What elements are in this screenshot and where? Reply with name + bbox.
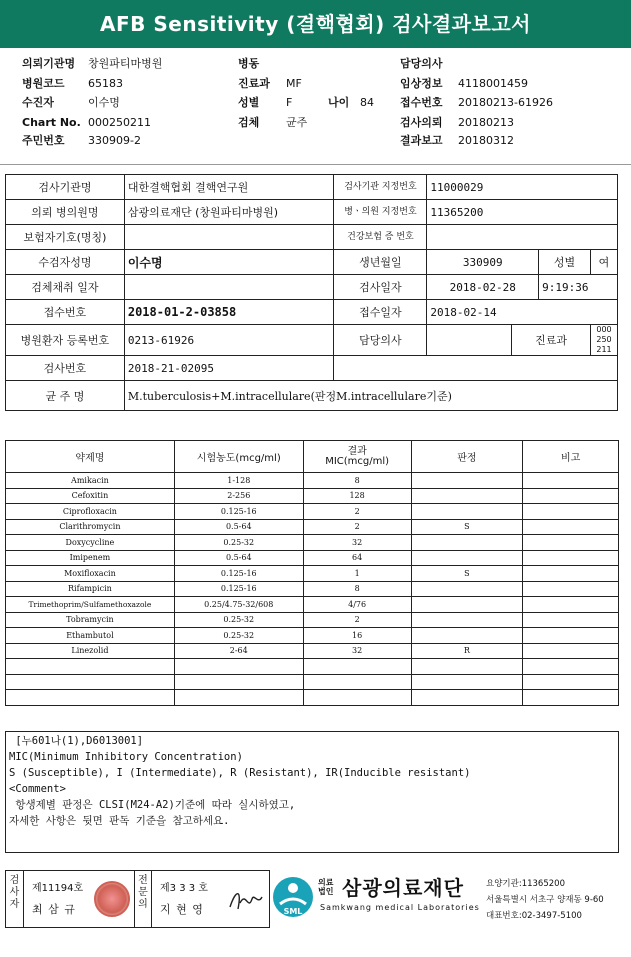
- table-row: Doxycycline 0.25-32 32: [6, 535, 619, 551]
- specialist-label: 전문의: [134, 871, 152, 927]
- collection-date-value: [124, 275, 334, 300]
- signature-icon: [226, 885, 264, 915]
- comment-line: 항생제별 판정은 CLSI(M24-A2)기준에 따라 실시하였고,: [9, 799, 296, 811]
- examiner-license: 제11194호: [32, 883, 84, 894]
- header-request-date: 검사의뢰 20180213: [400, 116, 514, 129]
- comment-line: <Comment>: [9, 783, 66, 795]
- drug-table: [5, 440, 619, 706]
- receipt-no-value: 2018-01-2-03858: [124, 300, 334, 325]
- test-date-label: 검사일자: [334, 275, 427, 300]
- org-phone: 대표번호:02-3497-5100: [486, 911, 582, 921]
- dept-label: 진료과: [512, 325, 591, 356]
- comment-line: S (Susceptible), I (Intermediate), R (Resistant), IR(Inducible resistant): [9, 767, 471, 779]
- table-row: Linezolid 2-64 32 R: [6, 643, 619, 659]
- report-title: AFB Sensitivity (결핵협회) 검사결과보고서: [0, 0, 631, 48]
- comment-line: 자세한 사항은 뒷면 판독 기준을 참고하세요.: [9, 815, 230, 827]
- col-judgement: 판정: [411, 441, 523, 473]
- specialist-name: 지 현 영: [160, 903, 204, 916]
- header-ward: 병동: [238, 57, 260, 70]
- patient-name-value: 이수명: [124, 250, 334, 275]
- insurance-no-value: [427, 225, 618, 250]
- header-report-date: 결과보고 20180312: [400, 134, 514, 147]
- insurance-no-label: 건강보험 증 번호: [334, 225, 427, 250]
- clinic-name-label: 의뢰 병의원명: [6, 200, 125, 225]
- test-no-blank: [334, 356, 618, 381]
- svg-text:SML: SML: [283, 907, 303, 916]
- examiner-label: 검사자: [6, 871, 24, 927]
- insurer-value: [124, 225, 334, 250]
- comment-line: [누601나(1),D6013001]: [9, 735, 144, 747]
- header-receipt-no: 접수번호 20180213-61926: [400, 96, 553, 109]
- header-hospital-code: 병원코드 65183: [22, 77, 123, 90]
- org-name-en: Samkwang medical Laboratories: [320, 903, 480, 912]
- signature-box: [5, 870, 270, 928]
- header-specimen: 검체 균주: [238, 116, 308, 129]
- test-date-value: 2018-02-28: [427, 275, 539, 300]
- lab-name-value: 대한결핵협회 결핵연구원: [124, 175, 334, 200]
- org-institution-no: 요양기관:11365200: [486, 879, 565, 889]
- table-row-empty: [6, 659, 619, 675]
- receipt-date-value: 2018-02-14: [427, 300, 618, 325]
- col-test-conc: 시험농도(mcg/ml): [174, 441, 303, 473]
- clinic-id-value: 11365200: [427, 200, 618, 225]
- sml-logo-icon: [272, 876, 314, 918]
- clinic-name-value: 삼광의료재단 (창원파티마병원): [124, 200, 334, 225]
- header-department: 진료과 MF: [238, 77, 302, 90]
- comment-line: MIC(Minimum Inhibitory Concentration): [9, 751, 243, 763]
- sex-value: 여: [591, 250, 618, 275]
- table-row: Moxifloxacin 0.125-16 1 S: [6, 566, 619, 582]
- table-row: Ethambutol 0.25-32 16: [6, 628, 619, 644]
- header-clinical-info: 임상정보 4118001459: [400, 77, 528, 90]
- test-no-value: 2018-21-02095: [124, 356, 334, 381]
- lab-id-label: 검사기관 지정번호: [334, 175, 427, 200]
- table-row: Clarithromycin 0.5-64 2 S: [6, 519, 619, 535]
- test-no-label: 검사번호: [6, 356, 125, 381]
- table-row-empty: [6, 690, 619, 706]
- header-patient: 수진자 이수명: [22, 96, 120, 109]
- table-row: Trimethoprim/Sulfamethoxazole 0.25/4.75-32/608 4/76: [6, 597, 619, 613]
- dept-value: 000250211: [591, 325, 618, 356]
- info-table: [5, 174, 618, 411]
- org-address: 서울특별시 서초구 양재동 9-60: [486, 895, 604, 905]
- table-row-empty: [6, 674, 619, 690]
- header-divider: [0, 164, 631, 165]
- org-type: 의료 법인: [318, 878, 334, 896]
- doctor-label: 담당의사: [334, 325, 427, 356]
- collection-date-label: 검체채취 일자: [6, 275, 125, 300]
- strain-value: M.tuberculosis+M.intracellulare(판정M.intracellulare기준): [124, 381, 617, 411]
- header-age: 나이 84: [328, 96, 374, 109]
- insurer-label: 보험자기호(명칭): [6, 225, 125, 250]
- birthdate-label: 생년월일: [334, 250, 427, 275]
- col-note: 비고: [523, 441, 619, 473]
- lab-name-label: 검사기관명: [6, 175, 125, 200]
- header-chart-no: Chart No. 000250211: [22, 116, 151, 129]
- hospital-reg-value: 0213-61926: [124, 325, 334, 356]
- table-row: Imipenem 0.5-64 64: [6, 550, 619, 566]
- org-name: 삼광의료재단: [342, 876, 464, 900]
- patient-name-label: 수검자성명: [6, 250, 125, 275]
- birthdate-value: 330909: [427, 250, 539, 275]
- comment-box: [5, 731, 619, 853]
- header-doctor: 담당의사: [400, 57, 443, 70]
- col-mic: 결과 MIC(mcg/ml): [303, 441, 411, 473]
- table-row: Cefoxitin 2-256 128: [6, 488, 619, 504]
- header-id-no: 주민번호 330909-2: [22, 134, 141, 147]
- receipt-date-label: 접수일자: [334, 300, 427, 325]
- col-drug-name: 약제명: [6, 441, 175, 473]
- clinic-id-label: 병ㆍ의원 지정번호: [334, 200, 427, 225]
- table-row: Amikacin 1-128 8: [6, 473, 619, 489]
- table-row: Tobramycin 0.25-32 2: [6, 612, 619, 628]
- header-hospital: 의뢰기관명 창원파티마병원: [22, 57, 163, 70]
- sex-label: 성별: [539, 250, 591, 275]
- seal-stamp-icon: [94, 881, 130, 917]
- lab-id-value: 11000029: [427, 175, 618, 200]
- table-row: Rifampicin 0.125-16 8: [6, 581, 619, 597]
- hospital-reg-label: 병원환자 등록번호: [6, 325, 125, 356]
- table-row: Ciprofloxacin 0.125-16 2: [6, 504, 619, 520]
- specialist-license: 제3 3 3 호: [160, 883, 208, 894]
- examiner-name: 최 삼 규: [32, 903, 76, 916]
- strain-label: 균 주 명: [6, 381, 125, 411]
- header-sex: 성별 F: [238, 96, 293, 109]
- test-time-value: 9:19:36: [539, 275, 618, 300]
- receipt-no-label: 접수번호: [6, 300, 125, 325]
- doctor-value: [427, 325, 512, 356]
